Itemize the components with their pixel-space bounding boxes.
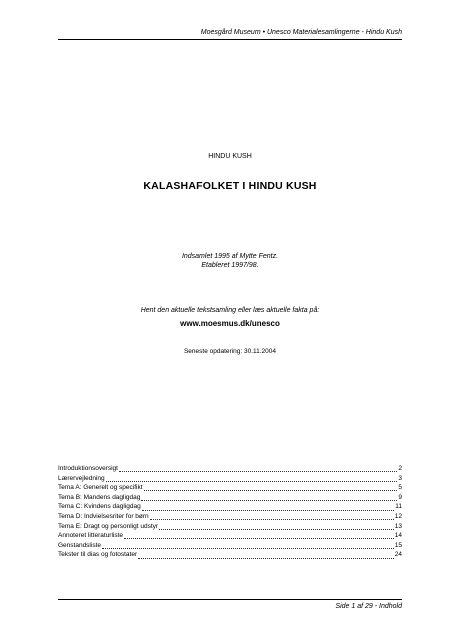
toc-entry-label: Tema B: Mandens dagligdag xyxy=(58,493,141,501)
toc-entry[interactable] xyxy=(58,541,402,551)
toc-leader-dots xyxy=(119,465,397,472)
page-header: Moesgård Museum • Unesco Materialesamlingerne - Hindu Kush xyxy=(58,28,402,40)
supertitle: HINDU KUSH xyxy=(208,153,252,160)
toc-entry[interactable] xyxy=(58,483,402,493)
toc-entry-label: Lærervejledning xyxy=(58,474,105,482)
toc-entry[interactable] xyxy=(58,464,402,474)
table-of-contents xyxy=(58,464,402,560)
toc-entry-label: Genstandsliste xyxy=(58,541,101,549)
toc-entry-page: 9 xyxy=(398,493,402,501)
toc-entry-page: 2 xyxy=(398,465,402,472)
toc-entry[interactable] xyxy=(58,474,402,484)
toc-entry-page: 11 xyxy=(395,503,402,511)
established-line: Etableret 1997/98. xyxy=(201,262,259,269)
toc-entry-label: Tema A: Generelt og specifikt xyxy=(58,484,143,492)
toc-entry-label: Tema E: Dragt og personligt udstyr xyxy=(58,522,159,530)
toc-entry-page: 14 xyxy=(394,532,402,540)
toc-entry[interactable] xyxy=(58,550,402,560)
fetch-text: Hent den aktuelle tekstsamling eller læs aktuelle fakta på: xyxy=(140,307,320,314)
toc-leader-dots xyxy=(141,494,397,501)
toc-entry-page: 5 xyxy=(398,484,402,492)
toc-entry-label: Tekster til dias og fotostater xyxy=(58,551,138,559)
toc-entry[interactable] xyxy=(58,512,402,522)
toc-leader-dots xyxy=(102,542,394,549)
last-updated: Seneste opdatering: 30.11.2004 xyxy=(183,348,277,355)
toc-entry-label: Annoteret litteraturliste xyxy=(58,532,124,540)
toc-entry[interactable] xyxy=(58,502,402,512)
toc-leader-dots xyxy=(124,532,394,539)
toc-entry-page: 12 xyxy=(394,512,402,520)
collected-line: Indsamlet 1995 af Mytte Fentz. xyxy=(181,253,279,260)
toc-leader-dots xyxy=(159,523,394,530)
website-link[interactable]: www.moesmus.dk/unesco xyxy=(180,319,280,328)
toc-entry-page: 15 xyxy=(394,541,402,549)
collection-info xyxy=(58,252,402,270)
toc-entry-label: Tema C: Kvindens dagligdag xyxy=(58,503,141,511)
toc-entry[interactable] xyxy=(58,493,402,503)
toc-leader-dots xyxy=(150,513,394,520)
toc-entry-page: 3 xyxy=(398,474,402,482)
toc-leader-dots xyxy=(144,484,398,491)
toc-entry[interactable] xyxy=(58,522,402,532)
toc-leader-dots xyxy=(106,475,398,482)
page-footer: Side 1 af 29 - Indhold xyxy=(58,599,402,610)
toc-leader-dots xyxy=(138,552,394,559)
document-title: KALASHAFOLKET I HINDU KUSH xyxy=(143,180,317,192)
toc-entry[interactable] xyxy=(58,531,402,541)
toc-leader-dots xyxy=(142,504,395,511)
toc-entry-label: Tema D: Indvielsesriter for børn xyxy=(58,512,149,520)
toc-entry-page: 13 xyxy=(394,522,402,530)
toc-entry-label: Introduktionsoversigt xyxy=(58,465,118,472)
toc-entry-page: 24 xyxy=(394,551,402,559)
